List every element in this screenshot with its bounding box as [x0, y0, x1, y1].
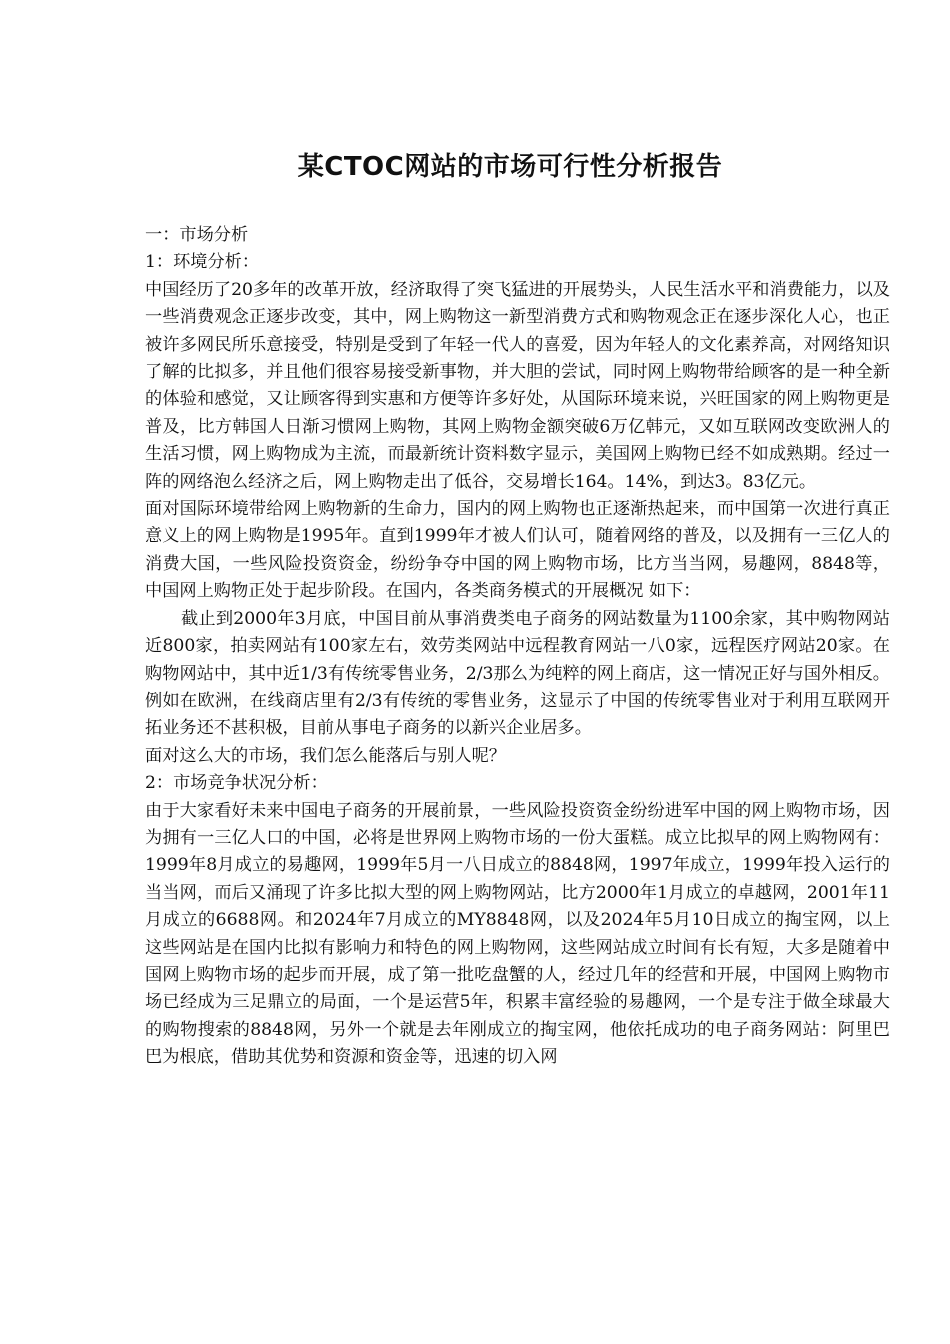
section-heading-market-analysis: 一：市场分析	[145, 225, 249, 245]
document-title: 某CTOC网站的市场可行性分析报告	[297, 152, 723, 182]
paragraph-environment: 中国经历了20多年的改革开放，经济取得了突飞猛进的开展势头，人民生活水平和消费能力，以及一些消费观念正逐步改变，其中，网上购物这一新型消费方式和购物观念正在逐步深化人心，也正被许多网民所乐意接受，特别是受到了年轻一代人的喜爱，因为年轻人的文化素养高，对网络知识了解的比拟多，并且他们很容易接受新事物，并大胆的尝试，同时网上购物带给顾客的是一种全新的体验和感觉，又让顾客得到实惠和方便等许多好处，从国际环境来说，兴旺国家的网上购物更是普及，比方韩国人日渐习惯网上购物，其网上购物金额突破6万亿韩元，又如互联网改变欧洲人的生活习惯，网上购物成为主流，而最新统计资料数字显示，美国网上购物已经不如成熟期。经过一阵的网络泡么经济之后，网上购物走出了低谷，交易增长164。14%，到达3。83亿元。	[145, 279, 890, 492]
paragraph-competition: 由于大家看好未来中国电子商务的开展前景，一些风险投资资金纷纷进军中国的网上购物市场，因为拥有一三亿人口的中国，必将是世界网上购物市场的一份大蛋糕。成立比拟早的网上购物网有：1999年8月成立的易趣网，1999年5月一八日成立的8848网，1997年成立，1999年投入运行的当当网，而后又涌现了许多比拟大型的网上购物网站，比方2000年1月成立的卓越网，2001年11月成立的6688网。和2024年7月成立的MY8848网，以及2024年5月10日成立的掏宝网，以上这些网站是在国内比拟有影响力和特色的网上购物网，这些网站成立时间有长有短，大多是随着中国网上购物市场的起步而开展，成了第一批吃盘蟹的人，经过几年的经营和开展，中国网上购物市场已经成为三足鼎立的局面，一个是运营5年，积累丰富经验的易趣网，一个是专注于做全球最大的购物搜索的8848网，另外一个就是去年刚成立的掏宝网，他依托成功的电子商务网站：阿里巴巴为根底，借助其优势和资源和资金等，迅速的切入网	[145, 800, 890, 1068]
subheading-environment-analysis: 1：环境分析：	[145, 252, 260, 273]
paragraph-statistics: 截止到2000年3月底，中国目前从事消费类电子商务的网站数量为1100余家，其中购物网站近800家，拍卖网站有100家左右，效劳类网站中远程教育网站一八0家，远程医疗网站20家。在购物网站中，其中近1/3有传统零售业务，2/3那么为纯粹的网上商店，这一情况正好与国外相反。例如在欧洲，在线商店里有2/3有传统的零售业务，这显示了中国的传统零售业对于利用互联网开拓业务还不甚积极，目前从事电子商务的以新兴企业居多。	[145, 608, 890, 739]
document-body	[145, 222, 890, 1072]
paragraph-domestic-market: 面对国际环境带给网上购物新的生命力，国内的网上购物也正逐渐热起来，而中国第一次进行真正意义上的网上购物是1995年。直到1999年才被人们认可，随着网络的普及，以及拥有一三亿人的消费大国，一些风险投资资金，纷纷争夺中国的网上购物市场，比方当当网，易趣网，8848等，中国网上购物正处于起步阶段。在国内，各类商务模式的开展概况 如下：	[145, 499, 890, 602]
subheading-competition-analysis: 2：市场竞争状况分析：	[145, 773, 328, 794]
paragraph-question: 面对这么大的市场，我们怎么能落后与别人呢？	[145, 745, 506, 766]
